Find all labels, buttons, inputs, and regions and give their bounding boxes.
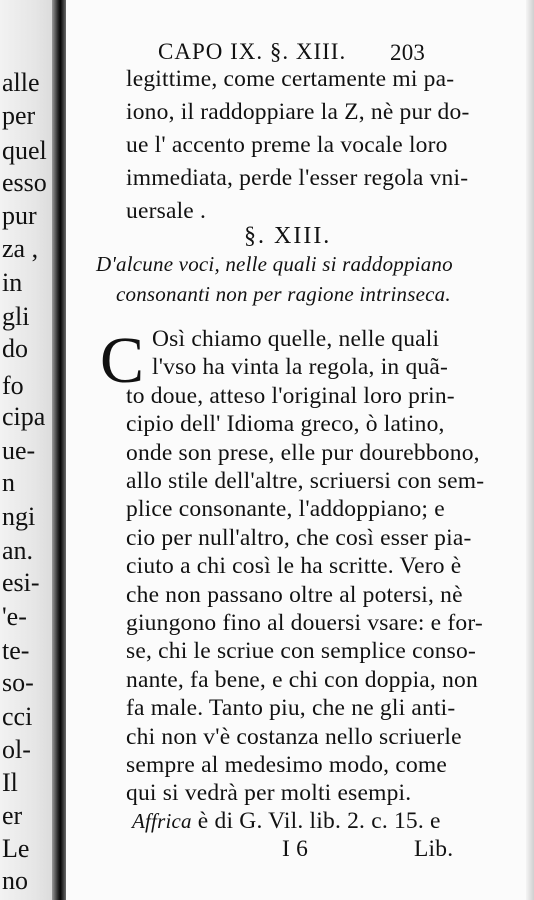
text-line: allo stile dell'altre, scriuersi con sem- xyxy=(126,468,485,494)
text-line: ue l' accento preme la vocale loro xyxy=(126,132,448,158)
text-line: nante, fa bene, e chi con doppia, non xyxy=(126,666,478,693)
facing-page-text-fragment: esso xyxy=(2,168,47,197)
final-line-text: è di G. Vil. lib. 2. c. 15. e xyxy=(191,808,441,834)
facing-page-text-fragment: n xyxy=(2,468,15,497)
text-line: plice consonante, l'addoppiano; e xyxy=(126,496,445,523)
text-line: qui si vedrà per molti esempi. xyxy=(126,780,412,807)
final-line xyxy=(132,810,441,834)
text-line: chi non v'è costanza nello scriuerle xyxy=(126,723,462,750)
facing-page-text-fragment: so- xyxy=(2,668,34,697)
facing-page-text-fragment: Il xyxy=(2,768,18,797)
facing-page-text-fragment: er xyxy=(2,801,23,830)
signature-mark: I 6 xyxy=(282,836,309,862)
text-line: ciuto a chi così le ha scritte. Vero è xyxy=(126,553,462,580)
text-line: l'vso ha vinta la regola, in quã- xyxy=(152,354,449,381)
text-line: cipio dell' Idioma greco, ò latino, xyxy=(126,411,445,438)
book-gutter xyxy=(52,0,66,900)
facing-page-text-fragment: pur xyxy=(2,201,37,230)
running-head-text: CAPO IX. §. XIII. xyxy=(158,39,347,64)
facing-page-text-fragment: fo xyxy=(2,371,24,400)
text-line: giungono fino al douersi vsare: e for- xyxy=(126,610,483,636)
facing-page-text-fragment: ngi xyxy=(2,502,36,531)
text-line: sempre al medesimo modo, come xyxy=(126,752,448,778)
page-number: 203 xyxy=(390,40,426,65)
facing-page-text-fragment: alle xyxy=(2,68,40,97)
facing-page-text-fragment: gli xyxy=(2,302,30,331)
text-line: cio per null'altro, che così esser pia- xyxy=(126,524,472,551)
facing-page-text-fragment: no xyxy=(2,866,28,895)
text-line: immediata, perde l'esser regola vni- xyxy=(126,165,469,191)
text-line: uersale . xyxy=(126,198,207,224)
subtitle-line: D'alcune voci, nelle quali si raddoppiano xyxy=(96,252,453,276)
subtitle-line: consonanti non per ragione intrinseca. xyxy=(116,282,451,306)
facing-page-text-fragment: te- xyxy=(2,636,30,665)
facing-page-text-fragment: quel xyxy=(2,136,47,165)
facing-page-text-fragment: za , xyxy=(2,234,39,263)
facing-page-text-fragment: cci xyxy=(2,702,33,731)
facing-page-text-fragment: in xyxy=(2,268,23,297)
text-line: legittime, come certamente mi pa- xyxy=(126,66,455,92)
text-line: fa male. Tanto piu, che ne gli anti- xyxy=(126,695,456,722)
book-page xyxy=(66,0,534,900)
drop-cap: C xyxy=(100,324,145,397)
facing-page-text-fragment: per xyxy=(2,101,36,130)
text-line: onde son prese, elle pur dourebbono, xyxy=(126,439,480,466)
facing-page-text-fragment: cipa xyxy=(2,402,46,431)
facing-page-text-fragment: Le xyxy=(2,834,30,863)
facing-page-text-fragment: ue- xyxy=(2,436,36,465)
facing-page-text-fragment: ol- xyxy=(2,735,31,764)
facing-page-text-fragment: an. xyxy=(2,536,34,565)
page-edge-shadow xyxy=(526,0,534,900)
text-line: iono, il raddoppiare la Z, nè pur do- xyxy=(126,99,470,125)
catchword: Lib. xyxy=(414,836,454,862)
facing-page-fragment xyxy=(0,0,58,900)
running-head xyxy=(158,40,346,63)
facing-page-text-fragment: 'e- xyxy=(2,602,27,631)
text-line: se, chi le scriue con semplice conso- xyxy=(126,638,476,665)
facing-page-text-fragment: esi- xyxy=(2,568,40,597)
text-line: to doue, atteso l'original loro prin- xyxy=(126,382,455,409)
text-line: che non passano oltre al potersi, nè xyxy=(126,581,463,608)
text-line: Osì chiamo quelle, nelle quali xyxy=(152,326,440,352)
facing-page-text-fragment: do xyxy=(2,334,28,363)
final-line-italic-word: Affrica xyxy=(132,809,192,833)
section-heading: §. XIII. xyxy=(244,223,332,249)
